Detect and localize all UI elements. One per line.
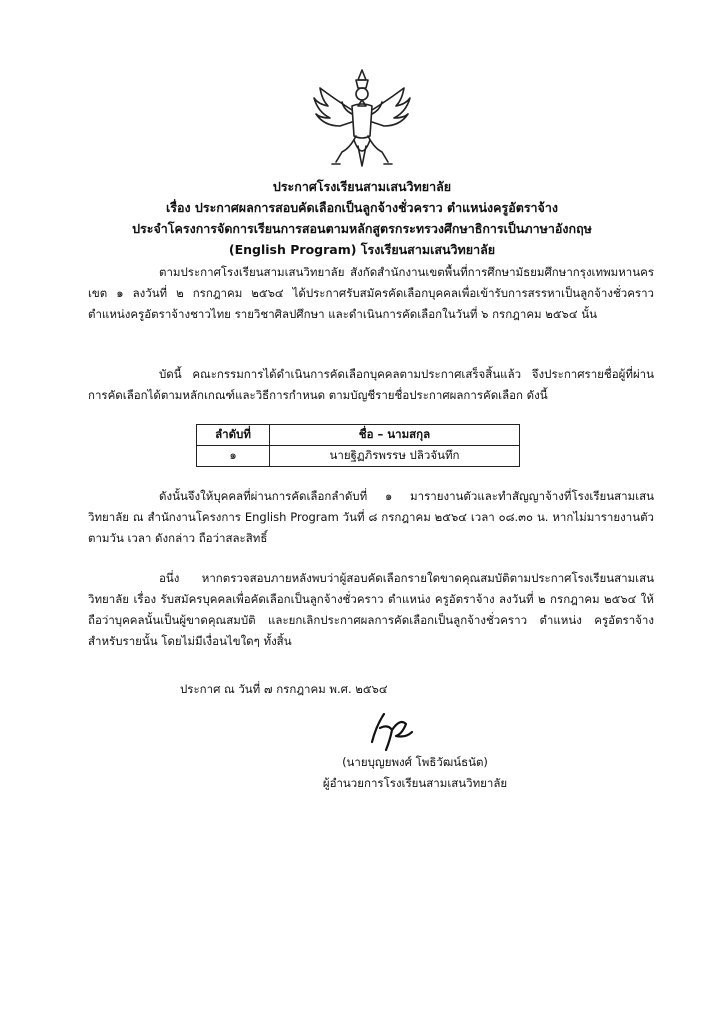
heading-line-3: ประจำโครงการจัดการเรียนการสอนตามหลักสูตรกระทรวงศึกษาธิการเป็นภาษาอังกฤษ xyxy=(132,221,592,236)
column-header-name: ชื่อ – นามสกุล xyxy=(270,425,520,446)
garuda-emblem-icon xyxy=(306,66,418,174)
table-header-row xyxy=(197,425,520,446)
heading-line-4: (English Program) โรงเรียนสามเสนวิทยาลัย xyxy=(228,242,496,257)
candidate-table xyxy=(196,424,520,467)
handwritten-signature-icon xyxy=(362,706,422,754)
paragraph-1: ตามประกาศโรงเรียนสามเสนวิทยาลัย สังกัดสำนักงานเขตพื้นที่การศึกษามัธยมศึกษากรุงเทพมหานคร เขต ๑ ลงวันที่ ๒ กรกฎาคม ๒๕๖๔ ได้ประกาศรับสมัครคัดเลือกบุคคลเพื่อเข้ารับการสรรหาเป็นลูกจ้างชั่วคราว ตำแหน่งครูอัตราจ้างชาวไทย รายวิชาศิลปศึกษา และดำเนินการคัดเลือกในวันที่ ๖ กรกฎาคม ๒๕๖๔ นั้น xyxy=(88,265,654,321)
announcement-date: ประกาศ ณ วันที่ ๗ กรกฎาคม พ.ศ. ๒๕๖๔ xyxy=(180,682,388,696)
signer-name: (นายบุญยพงศ์ โพธิวัฒน์ธนัต) xyxy=(342,755,488,769)
heading-line-2: เรื่อง ประกาศผลการสอบคัดเลือกเป็นลูกจ้างชั่วคราว ตำแหน่งครูอัตราจ้าง xyxy=(165,200,559,215)
paragraph-3: ดังนั้นจึงให้บุคคลที่ผ่านการคัดเลือกลำดับที่ ๑ มารายงานตัวและทำสัญญาจ้างที่โรงเรียนสามเสนวิทยาลัย ณ สำนักงานโครงการ English Program วันที่ ๘ กรกฎาคม ๒๕๖๔ เวลา ๐๘.๓๐ น. หากไม่มารายงานตัวตามวัน เวลา ดังกล่าว ถือว่าสละสิทธิ์ xyxy=(88,489,654,545)
paragraph-4: อนึ่ง หากตรวจสอบภายหลังพบว่าผู้สอบคัดเลือกรายใดขาดคุณสมบัติตามประกาศโรงเรียนสามเสนวิทยาลัย เรื่อง รับสมัครบุคคลเพื่อคัดเลือกเป็นลูกจ้างชั่วคราว ตำแหน่ง ครูอัตราจ้าง ลงวันที่ ๒ กรกฎาคม ๒๕๖๔ ให้ถือว่าบุคคลนั้นเป็นผู้ขาดคุณสมบัติ และยกเลิกประกาศผลการคัดเลือกเป็นลูกจ้างชั่วคราว ตำแหน่ง ครูอัตราจ้าง สำหรับรายนั้น โดยไม่มีเงื่อนไขใดๆ ทั้งสิ้น xyxy=(88,571,654,648)
cell-name: นายฐิฏภิรพรรษ ปลิวจันทึก xyxy=(270,446,520,467)
announcement-heading xyxy=(60,176,664,260)
paragraph-2: บัดนี้ คณะกรรมการได้ดำเนินการคัดเลือกบุคคลตามประกาศเสร็จสิ้นแล้ว จึงประกาศรายชื่อผู้ที่ผ่านการคัดเลือกได้ตามหลักเกณฑ์และวิธีการกำหนด ตามบัญชีรายชื่อประกาศผลการคัดเลือก ดังนี้ xyxy=(88,367,654,402)
cell-order: ๑ xyxy=(197,446,270,467)
table-row xyxy=(197,446,520,467)
column-header-order: ลำดับที่ xyxy=(197,425,270,446)
heading-line-1: ประกาศโรงเรียนสามเสนวิทยาลัย xyxy=(272,179,452,194)
signer-block xyxy=(300,752,530,794)
signer-title: ผู้อำนวยการโรงเรียนสามเสนวิทยาลัย xyxy=(322,776,508,790)
